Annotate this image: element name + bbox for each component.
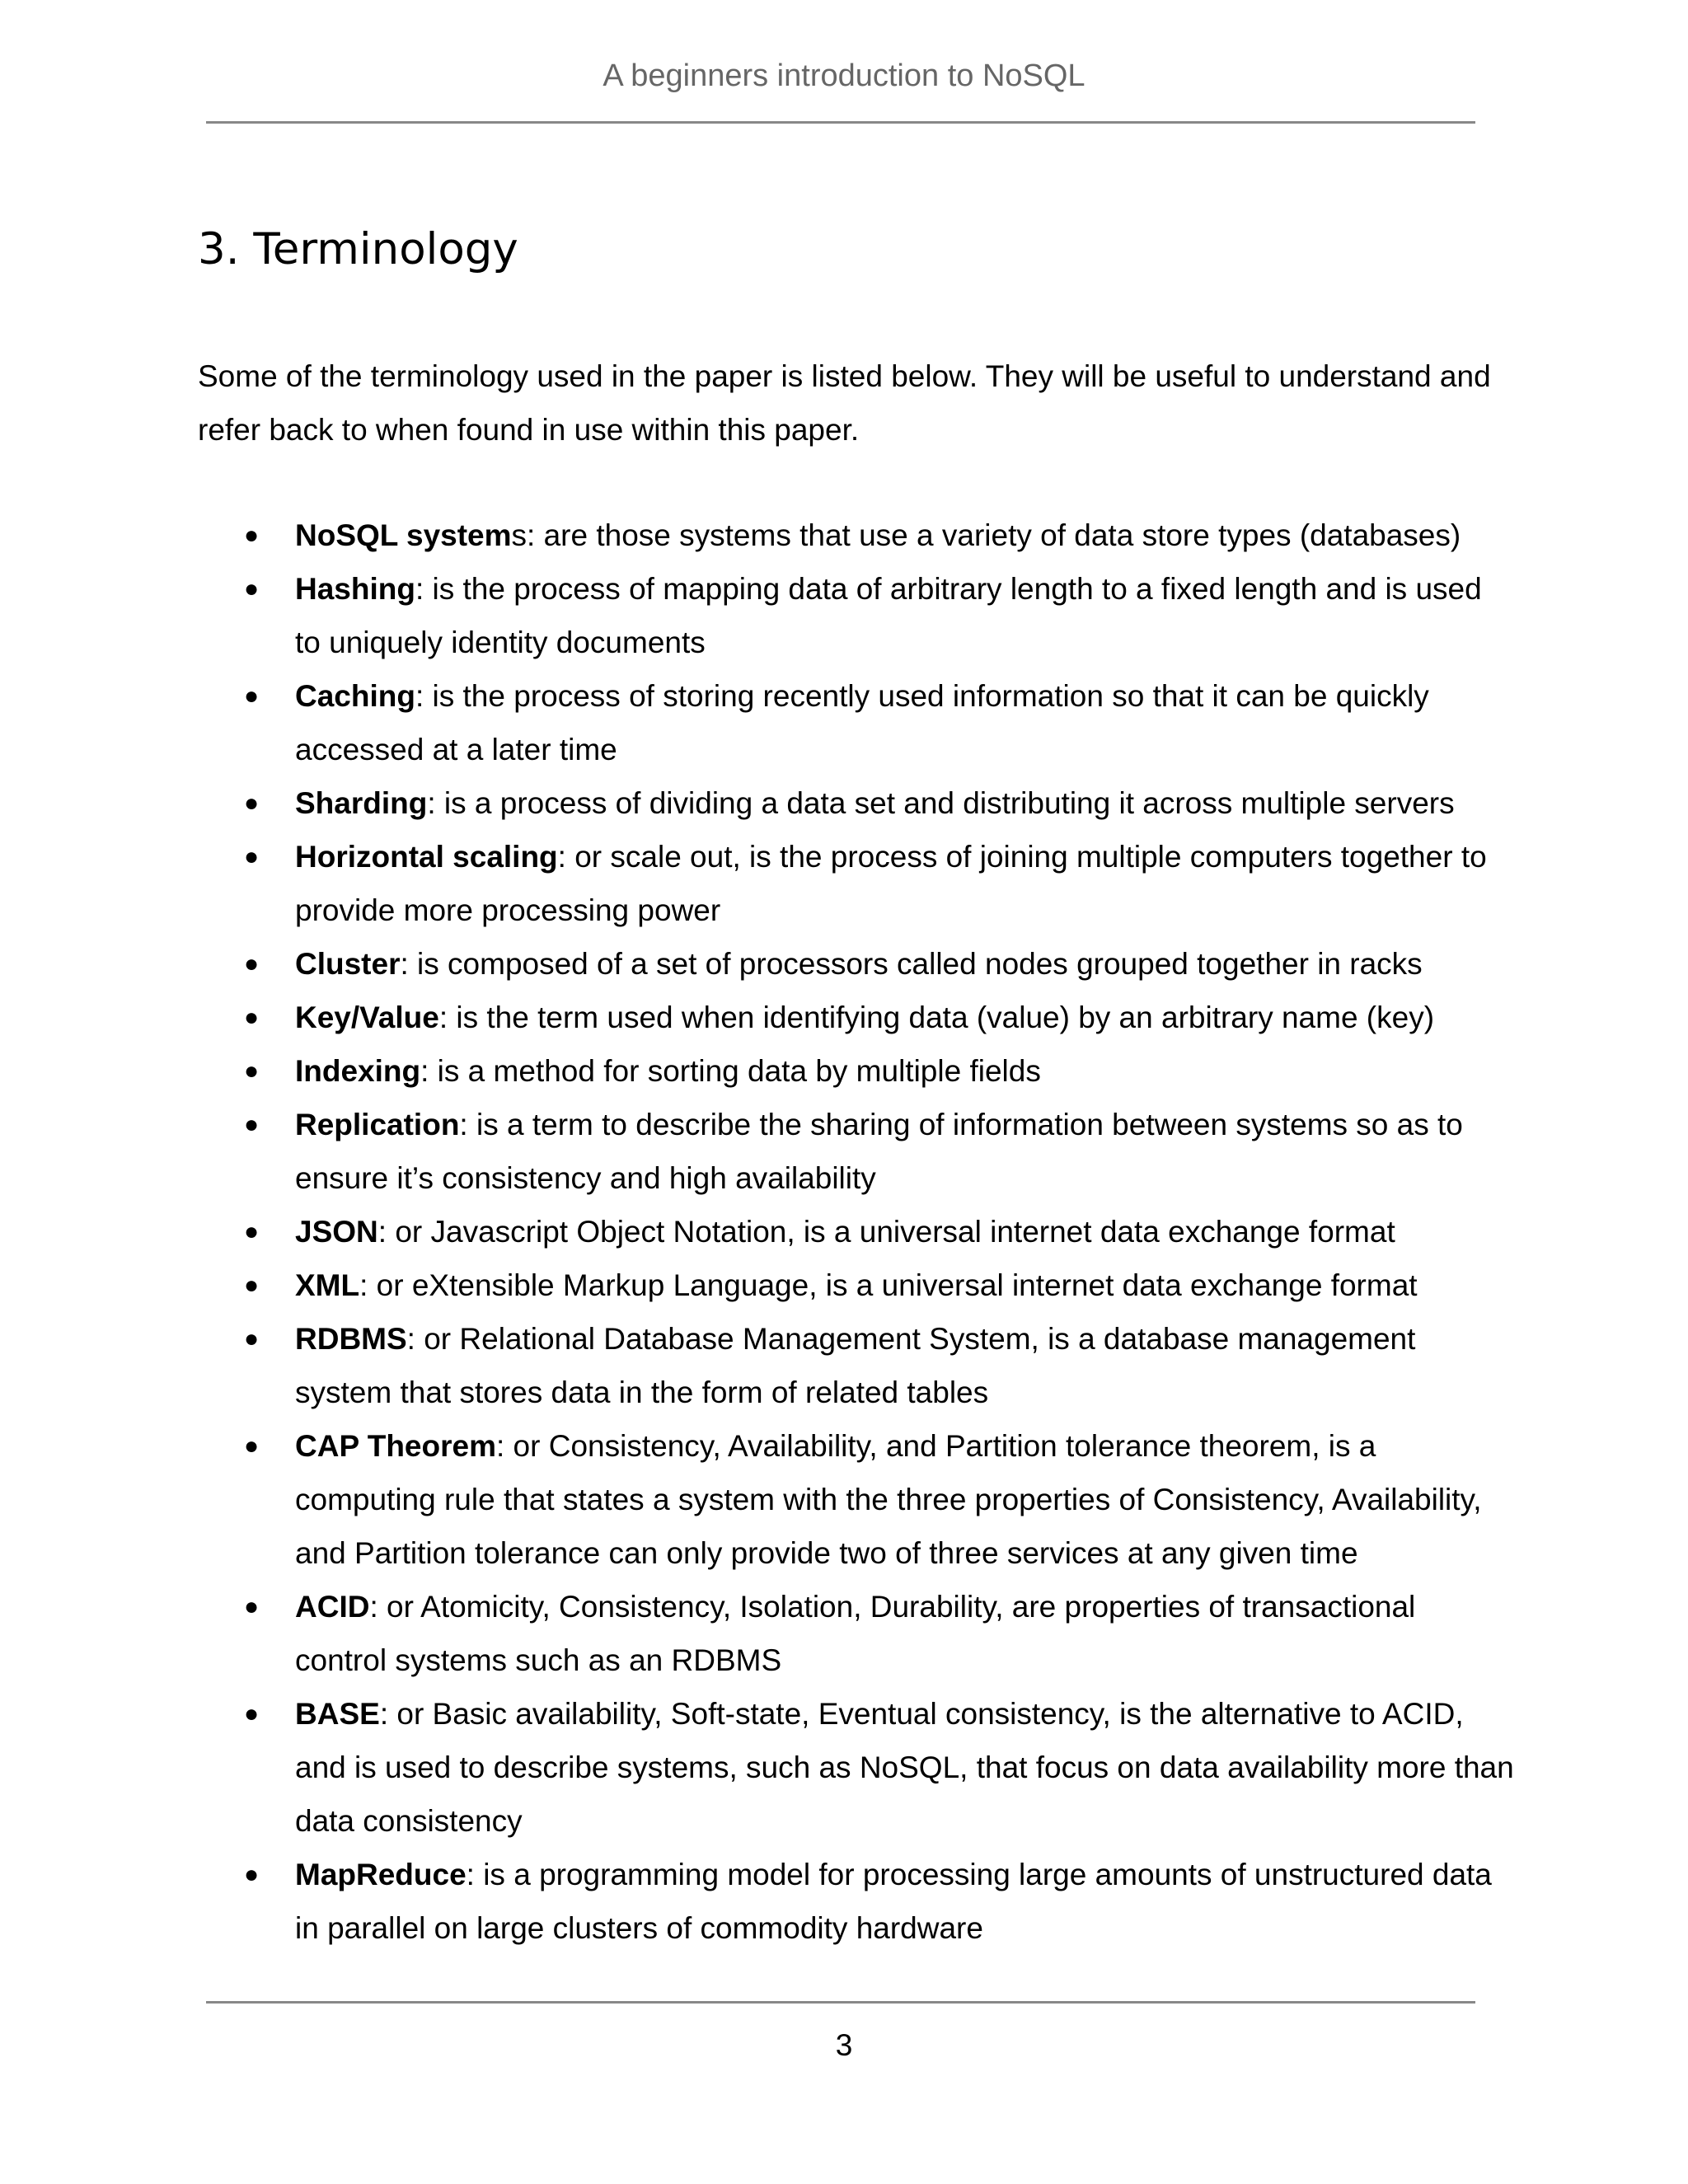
term-definition: : is the process of storing recently used information so that it can be quickly accessed at a later time <box>295 679 1429 766</box>
term-definition: : or eXtensible Markup Language, is a universal internet data exchange format <box>359 1268 1418 1302</box>
term-name: CAP Theorem <box>295 1429 496 1463</box>
bullet-icon: ● <box>244 1272 260 1299</box>
term-definition: : or Javascript Object Notation, is a universal internet data exchange format <box>377 1215 1395 1249</box>
bullet-icon: ● <box>244 575 260 602</box>
intro-paragraph: Some of the terminology used in the paper is listed below. They will be useful to understand and refer back to when found in use within this paper. <box>198 359 1491 447</box>
term-name: XML <box>295 1268 360 1302</box>
term-definition: : is the term used when identifying data (value) by an arbitrary name (key) <box>438 1001 1435 1034</box>
bullet-icon: ● <box>244 1432 260 1460</box>
term-item-nosql-systems <box>244 509 1515 562</box>
bullet-icon: ● <box>244 522 260 549</box>
term-item-hashing <box>244 562 1515 669</box>
term-item-xml <box>244 1258 1515 1312</box>
term-definition: : or Relational Database Management System, is a database management system that stores data in the form of related tables <box>295 1322 1416 1409</box>
bullet-icon: ● <box>244 843 260 870</box>
term-item-caching <box>244 669 1515 776</box>
bullet-icon: ● <box>244 1325 260 1352</box>
bullet-icon: ● <box>244 950 260 977</box>
bullet-icon: ● <box>244 1004 260 1031</box>
term-definition: : is a method for sorting data by multiple fields <box>420 1054 1041 1088</box>
term-definition: : or Atomicity, Consistency, Isolation, Durability, are properties of transactional control systems such as an RDBMS <box>295 1590 1416 1677</box>
bullet-icon: ● <box>244 1218 260 1245</box>
bullet-icon: ● <box>244 682 260 710</box>
term-name: BASE <box>295 1697 380 1731</box>
term-name: ACID <box>295 1590 370 1624</box>
term-item-sharding <box>244 776 1515 830</box>
bullet-icon: ● <box>244 790 260 817</box>
terminology-list <box>244 509 1515 1955</box>
bullet-icon: ● <box>244 1057 260 1085</box>
term-name: JSON <box>295 1215 378 1249</box>
term-item-mapreduce <box>244 1848 1515 1955</box>
bullet-icon: ● <box>244 1593 260 1620</box>
term-name: Horizontal scaling <box>295 840 558 874</box>
page-number: 3 <box>835 2028 853 2062</box>
bullet-icon: ● <box>244 1111 260 1138</box>
term-name: MapReduce <box>295 1858 467 1891</box>
term-name: Replication <box>295 1108 460 1141</box>
term-name: NoSQL system <box>295 518 512 552</box>
term-definition: : or Basic availability, Soft-state, Eventual consistency, is the alternative to ACID, and is used to describe systems, such as NoSQL, that focus on data availability more than data consistency <box>295 1697 1514 1838</box>
term-definition: s: are those systems that use a variety of data store types (databases) <box>511 518 1461 552</box>
term-definition: : or Consistency, Availability, and Partition tolerance theorem, is a computing rule that states a system with the three properties of Consistency, Availability, and Partition tolerance can only provide two of three services at any given time <box>295 1429 1482 1570</box>
term-item-acid <box>244 1580 1515 1687</box>
term-definition: : is composed of a set of processors called nodes grouped together in racks <box>400 947 1423 981</box>
term-name: Key/Value <box>295 1001 439 1034</box>
term-name: Indexing <box>295 1054 421 1088</box>
term-name: Cluster <box>295 947 401 981</box>
term-name: RDBMS <box>295 1322 407 1356</box>
term-item-cluster <box>244 937 1515 991</box>
section-heading: 3. Terminology <box>198 224 518 274</box>
bullet-icon: ● <box>244 1700 260 1727</box>
header-divider <box>206 121 1475 124</box>
term-item-json <box>244 1205 1515 1258</box>
term-name: Hashing <box>295 572 415 606</box>
term-item-horizontal-scaling <box>244 830 1515 937</box>
term-definition: : is a process of dividing a data set and distributing it across multiple servers <box>427 786 1455 820</box>
term-name: Caching <box>295 679 415 713</box>
term-item-base <box>244 1687 1515 1848</box>
term-item-key-value <box>244 991 1515 1044</box>
term-definition: : is a programming model for processing large amounts of unstructured data in parallel on large clusters of commodity hardware <box>295 1858 1492 1945</box>
term-definition: : is the process of mapping data of arbitrary length to a fixed length and is used to uniquely identity documents <box>295 572 1482 659</box>
running-header: A beginners introduction to NoSQL <box>603 59 1085 93</box>
term-item-replication <box>244 1098 1515 1205</box>
term-name: Sharding <box>295 786 428 820</box>
term-item-rdbms <box>244 1312 1515 1419</box>
term-definition: : or scale out, is the process of joining multiple computers together to provide more processing power <box>295 840 1487 927</box>
footer-divider <box>206 2001 1475 2004</box>
term-item-cap-theorem <box>244 1419 1515 1580</box>
bullet-icon: ● <box>244 1861 260 1888</box>
term-definition: : is a term to describe the sharing of information between systems so as to ensure it’s consistency and high availability <box>295 1108 1463 1195</box>
term-item-indexing <box>244 1044 1515 1098</box>
